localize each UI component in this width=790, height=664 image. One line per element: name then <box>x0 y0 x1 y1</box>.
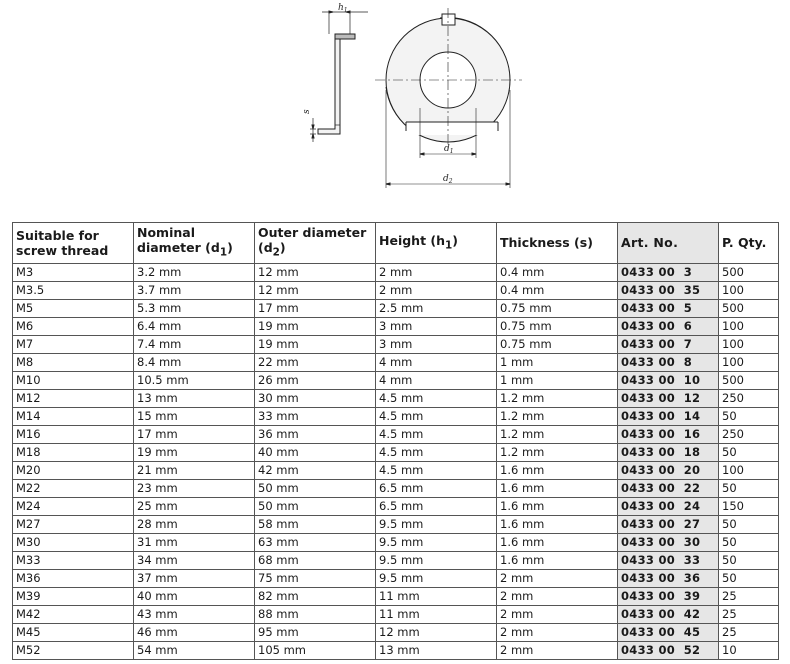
col-screw-thread-cell: M6 <box>13 317 134 335</box>
col-nominal-diameter-cell: 10.5 mm <box>134 371 255 389</box>
col-screw-thread-cell: M42 <box>13 605 134 623</box>
col-art-no-cell: 0433 00 52 <box>618 641 719 659</box>
col-outer-diameter-cell: 68 mm <box>255 551 376 569</box>
col-pack-qty-cell: 100 <box>719 461 779 479</box>
col-thickness-cell: 2 mm <box>497 641 618 659</box>
washer-drawing <box>300 0 540 192</box>
col-thickness-cell: 0.4 mm <box>497 281 618 299</box>
inner-diameter-label: $d_1$ <box>444 144 454 155</box>
table-row <box>13 353 779 371</box>
col-outer-diameter-header: Outer diameter $(d_2)$ <box>255 223 376 264</box>
col-outer-diameter-cell: 33 mm <box>255 407 376 425</box>
col-screw-thread-cell: M22 <box>13 479 134 497</box>
col-screw-thread-cell: M30 <box>13 533 134 551</box>
col-thickness-cell: 1.6 mm <box>497 461 618 479</box>
col-height-cell: 9.5 mm <box>376 515 497 533</box>
col-art-no-cell: 0433 00 7 <box>618 335 719 353</box>
col-outer-diameter-cell: 58 mm <box>255 515 376 533</box>
col-nominal-diameter-cell: 15 mm <box>134 407 255 425</box>
table-row <box>13 299 779 317</box>
col-screw-thread-cell: M39 <box>13 587 134 605</box>
col-art-no-cell: 0433 00 3 <box>618 263 719 281</box>
col-nominal-diameter-cell: 8.4 mm <box>134 353 255 371</box>
table-header-row <box>13 223 779 264</box>
col-nominal-diameter-cell: 23 mm <box>134 479 255 497</box>
col-nominal-diameter-cell: 46 mm <box>134 623 255 641</box>
col-thickness-cell: 1.2 mm <box>497 425 618 443</box>
table-row <box>13 515 779 533</box>
col-nominal-diameter-cell: 37 mm <box>134 569 255 587</box>
col-outer-diameter-cell: 75 mm <box>255 569 376 587</box>
col-thickness-header: Thickness (s) <box>497 223 618 264</box>
col-height-cell: 12 mm <box>376 623 497 641</box>
col-pack-qty-cell: 25 <box>719 605 779 623</box>
col-art-no-cell: 0433 00 16 <box>618 425 719 443</box>
col-thickness-cell: 1.6 mm <box>497 533 618 551</box>
col-screw-thread-cell: M18 <box>13 443 134 461</box>
col-art-no-cell: 0433 00 24 <box>618 497 719 515</box>
table-row <box>13 479 779 497</box>
col-height-cell: 2.5 mm <box>376 299 497 317</box>
col-outer-diameter-cell: 22 mm <box>255 353 376 371</box>
col-nominal-diameter-cell: 43 mm <box>134 605 255 623</box>
table-row <box>13 551 779 569</box>
col-thickness-cell: 1.2 mm <box>497 389 618 407</box>
col-height-cell: 13 mm <box>376 641 497 659</box>
col-screw-thread-cell: M24 <box>13 497 134 515</box>
col-thickness-cell: 1 mm <box>497 371 618 389</box>
table-row <box>13 461 779 479</box>
col-outer-diameter-cell: 50 mm <box>255 479 376 497</box>
table-row <box>13 317 779 335</box>
col-pack-qty-cell: 100 <box>719 335 779 353</box>
col-screw-thread-cell: M52 <box>13 641 134 659</box>
col-outer-diameter-cell: 63 mm <box>255 533 376 551</box>
col-outer-diameter-cell: 19 mm <box>255 335 376 353</box>
col-outer-diameter-cell: 95 mm <box>255 623 376 641</box>
col-outer-diameter-cell: 26 mm <box>255 371 376 389</box>
col-nominal-diameter-cell: 3.2 mm <box>134 263 255 281</box>
col-nominal-diameter-cell: 6.4 mm <box>134 317 255 335</box>
table-row <box>13 443 779 461</box>
col-thickness-cell: 1.6 mm <box>497 479 618 497</box>
col-art-no-cell: 0433 00 5 <box>618 299 719 317</box>
col-art-no-header: Art. No. <box>618 223 719 264</box>
col-height-cell: 9.5 mm <box>376 533 497 551</box>
col-outer-diameter-cell: 30 mm <box>255 389 376 407</box>
col-nominal-diameter-cell: 19 mm <box>134 443 255 461</box>
col-screw-thread-cell: M16 <box>13 425 134 443</box>
col-outer-diameter-cell: 12 mm <box>255 281 376 299</box>
col-pack-qty-cell: 50 <box>719 515 779 533</box>
col-thickness-cell: 1.2 mm <box>497 443 618 461</box>
col-height-header: Height $(h_1)$ <box>376 223 497 264</box>
col-height-cell: 11 mm <box>376 605 497 623</box>
table-body <box>13 263 779 659</box>
col-pack-qty-cell: 500 <box>719 371 779 389</box>
col-nominal-diameter-cell: 5.3 mm <box>134 299 255 317</box>
table-row <box>13 569 779 587</box>
table-row <box>13 263 779 281</box>
col-pack-qty-cell: 100 <box>719 353 779 371</box>
col-art-no-cell: 0433 00 14 <box>618 407 719 425</box>
washer-spec-table <box>12 222 779 660</box>
col-screw-thread-cell: M5 <box>13 299 134 317</box>
col-pack-qty-cell: 50 <box>719 407 779 425</box>
col-pack-qty-cell: 50 <box>719 533 779 551</box>
col-art-no-cell: 0433 00 12 <box>618 389 719 407</box>
col-height-cell: 4.5 mm <box>376 389 497 407</box>
col-outer-diameter-cell: 105 mm <box>255 641 376 659</box>
col-height-cell: 4 mm <box>376 353 497 371</box>
col-height-cell: 4.5 mm <box>376 407 497 425</box>
col-outer-diameter-cell: 36 mm <box>255 425 376 443</box>
col-pack-qty-header: P. Qty. <box>719 223 779 264</box>
col-art-no-cell: 0433 00 36 <box>618 569 719 587</box>
thickness-label: s <box>302 109 312 114</box>
col-thickness-cell: 1.6 mm <box>497 551 618 569</box>
col-nominal-diameter-cell: 28 mm <box>134 515 255 533</box>
col-outer-diameter-cell: 88 mm <box>255 605 376 623</box>
col-height-cell: 4.5 mm <box>376 443 497 461</box>
col-pack-qty-cell: 50 <box>719 479 779 497</box>
col-nominal-diameter-cell: 31 mm <box>134 533 255 551</box>
col-nominal-diameter-cell: 34 mm <box>134 551 255 569</box>
col-height-cell: 4.5 mm <box>376 461 497 479</box>
table-row <box>13 335 779 353</box>
col-pack-qty-cell: 10 <box>719 641 779 659</box>
table-row <box>13 425 779 443</box>
col-screw-thread-header: Suitable for screw thread <box>13 223 134 264</box>
col-art-no-cell: 0433 00 33 <box>618 551 719 569</box>
col-pack-qty-cell: 100 <box>719 281 779 299</box>
col-thickness-cell: 2 mm <box>497 623 618 641</box>
front-view <box>375 8 522 188</box>
col-outer-diameter-cell: 50 mm <box>255 497 376 515</box>
col-art-no-cell: 0433 00 35 <box>618 281 719 299</box>
col-screw-thread-cell: M12 <box>13 389 134 407</box>
col-nominal-diameter-cell: 17 mm <box>134 425 255 443</box>
col-outer-diameter-cell: 42 mm <box>255 461 376 479</box>
col-pack-qty-cell: 250 <box>719 425 779 443</box>
col-thickness-cell: 1.6 mm <box>497 515 618 533</box>
col-screw-thread-cell: M14 <box>13 407 134 425</box>
col-outer-diameter-cell: 19 mm <box>255 317 376 335</box>
col-height-cell: 9.5 mm <box>376 551 497 569</box>
col-art-no-cell: 0433 00 45 <box>618 623 719 641</box>
table-row <box>13 533 779 551</box>
col-screw-thread-cell: M8 <box>13 353 134 371</box>
table-row <box>13 623 779 641</box>
side-view <box>310 11 368 142</box>
col-thickness-cell: 0.75 mm <box>497 299 618 317</box>
table-row <box>13 389 779 407</box>
col-art-no-cell: 0433 00 27 <box>618 515 719 533</box>
col-thickness-cell: 2 mm <box>497 605 618 623</box>
col-nominal-diameter-cell: 25 mm <box>134 497 255 515</box>
col-art-no-cell: 0433 00 8 <box>618 353 719 371</box>
col-outer-diameter-cell: 82 mm <box>255 587 376 605</box>
col-nominal-diameter-header: Nominal diameter $(d_1)$ <box>134 223 255 264</box>
col-nominal-diameter-cell: 3.7 mm <box>134 281 255 299</box>
table-row <box>13 407 779 425</box>
table-row <box>13 497 779 515</box>
col-pack-qty-cell: 150 <box>719 497 779 515</box>
col-screw-thread-cell: M7 <box>13 335 134 353</box>
col-nominal-diameter-cell: 13 mm <box>134 389 255 407</box>
col-height-cell: 4 mm <box>376 371 497 389</box>
table-row <box>13 281 779 299</box>
col-height-cell: 3 mm <box>376 335 497 353</box>
col-thickness-cell: 0.4 mm <box>497 263 618 281</box>
col-nominal-diameter-cell: 54 mm <box>134 641 255 659</box>
col-nominal-diameter-cell: 21 mm <box>134 461 255 479</box>
col-pack-qty-cell: 25 <box>719 587 779 605</box>
table-row <box>13 371 779 389</box>
col-screw-thread-cell: M20 <box>13 461 134 479</box>
col-art-no-cell: 0433 00 20 <box>618 461 719 479</box>
col-thickness-cell: 0.75 mm <box>497 317 618 335</box>
col-pack-qty-cell: 250 <box>719 389 779 407</box>
col-outer-diameter-cell: 12 mm <box>255 263 376 281</box>
col-art-no-cell: 0433 00 6 <box>618 317 719 335</box>
col-pack-qty-cell: 100 <box>719 317 779 335</box>
col-height-cell: 2 mm <box>376 263 497 281</box>
col-thickness-cell: 1.2 mm <box>497 407 618 425</box>
col-nominal-diameter-cell: 40 mm <box>134 587 255 605</box>
col-height-cell: 4.5 mm <box>376 425 497 443</box>
col-height-cell: 2 mm <box>376 281 497 299</box>
col-pack-qty-cell: 50 <box>719 569 779 587</box>
col-pack-qty-cell: 500 <box>719 263 779 281</box>
col-height-cell: 6.5 mm <box>376 479 497 497</box>
table-row <box>13 587 779 605</box>
col-art-no-cell: 0433 00 30 <box>618 533 719 551</box>
col-outer-diameter-cell: 17 mm <box>255 299 376 317</box>
col-pack-qty-cell: 50 <box>719 443 779 461</box>
col-screw-thread-cell: M10 <box>13 371 134 389</box>
col-art-no-cell: 0433 00 22 <box>618 479 719 497</box>
outer-diameter-label: $d_2$ <box>443 174 453 185</box>
col-art-no-cell: 0433 00 10 <box>618 371 719 389</box>
col-thickness-cell: 2 mm <box>497 587 618 605</box>
col-height-cell: 11 mm <box>376 587 497 605</box>
height-label: $h_1$ <box>338 3 348 14</box>
col-thickness-cell: 1 mm <box>497 353 618 371</box>
col-thickness-cell: 0.75 mm <box>497 335 618 353</box>
technical-drawing <box>300 0 540 192</box>
col-screw-thread-cell: M33 <box>13 551 134 569</box>
col-screw-thread-cell: M45 <box>13 623 134 641</box>
col-height-cell: 6.5 mm <box>376 497 497 515</box>
col-height-cell: 9.5 mm <box>376 569 497 587</box>
col-art-no-cell: 0433 00 42 <box>618 605 719 623</box>
col-screw-thread-cell: M3 <box>13 263 134 281</box>
col-thickness-cell: 1.6 mm <box>497 497 618 515</box>
col-thickness-cell: 2 mm <box>497 569 618 587</box>
col-pack-qty-cell: 500 <box>719 299 779 317</box>
col-pack-qty-cell: 50 <box>719 551 779 569</box>
table-row <box>13 641 779 659</box>
col-art-no-cell: 0433 00 39 <box>618 587 719 605</box>
col-nominal-diameter-cell: 7.4 mm <box>134 335 255 353</box>
col-art-no-cell: 0433 00 18 <box>618 443 719 461</box>
col-screw-thread-cell: M3.5 <box>13 281 134 299</box>
col-outer-diameter-cell: 40 mm <box>255 443 376 461</box>
table-row <box>13 605 779 623</box>
col-height-cell: 3 mm <box>376 317 497 335</box>
col-screw-thread-cell: M36 <box>13 569 134 587</box>
col-pack-qty-cell: 25 <box>719 623 779 641</box>
col-screw-thread-cell: M27 <box>13 515 134 533</box>
